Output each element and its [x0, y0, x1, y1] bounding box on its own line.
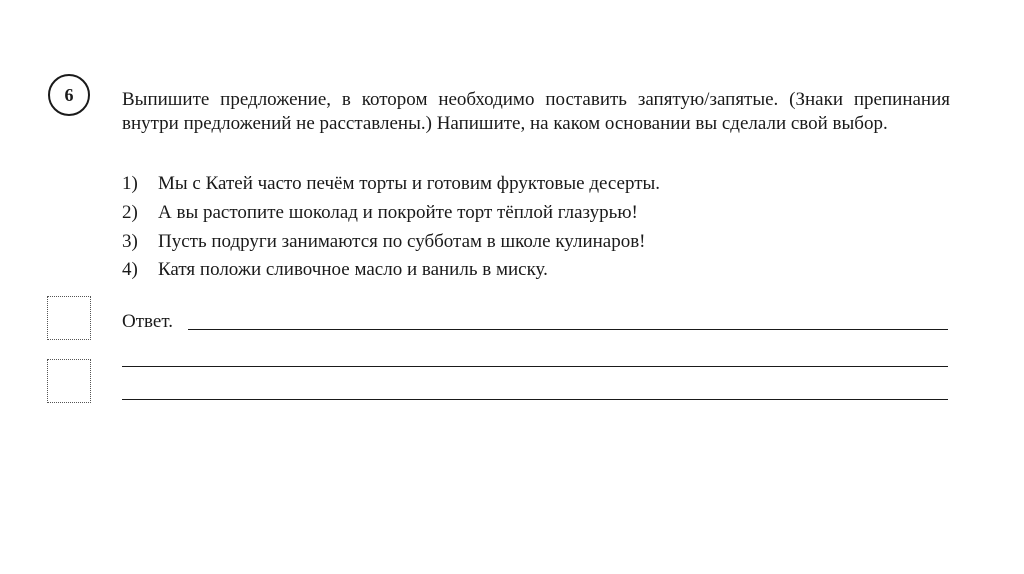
answer-options — [122, 170, 950, 285]
option-item-4 — [122, 256, 950, 285]
option-text: Пусть подруги занимаются по субботам в школе кулинаров! — [158, 230, 646, 252]
score-box-2 — [47, 359, 91, 403]
option-text: Катя положи сливочное масло и ваниль в миску. — [158, 259, 548, 281]
option-text: А вы растопите шоколад и покройте торт тёплой глазурью! — [158, 202, 638, 224]
task-number-badge — [48, 74, 90, 116]
option-number: 2) — [122, 202, 138, 224]
answer-line-3[interactable] — [122, 399, 948, 400]
option-item-1 — [122, 170, 950, 199]
option-number: 4) — [122, 259, 138, 281]
task-number: 6 — [64, 84, 74, 105]
answer-line-2[interactable] — [122, 366, 948, 367]
answer-line-1[interactable] — [188, 329, 948, 330]
question-text: Выпишите предложение, в котором необходимо поставить запятую/запятые. (Знаки препинания внутри предложений не расставлены.) Напишите, на каком основании вы сделали свой выбор. — [122, 89, 950, 134]
option-text: Мы с Катей часто печём торты и готовим фруктовые десерты. — [158, 173, 661, 195]
option-number: 3) — [122, 230, 138, 252]
answer-label: Ответ. — [122, 311, 173, 332]
option-item-3 — [122, 227, 950, 256]
option-number: 1) — [122, 173, 138, 195]
option-item-2 — [122, 199, 950, 228]
score-box-1 — [47, 296, 91, 340]
